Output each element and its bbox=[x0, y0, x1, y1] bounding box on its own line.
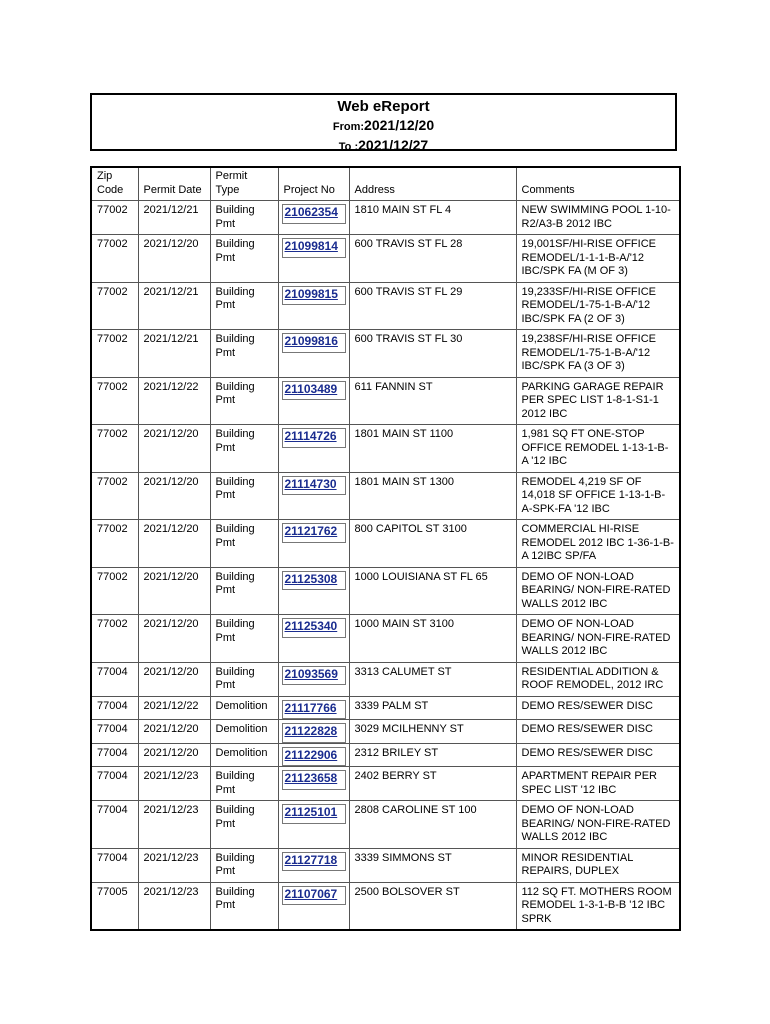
permit-date-cell: 2021/12/20 bbox=[138, 743, 210, 767]
comments-cell: RESIDENTIAL ADDITION & ROOF REMODEL, 2012 IRC bbox=[516, 662, 680, 696]
comments-cell: COMMERCIAL HI-RISE REMODEL 2012 IBC 1-36-1-B-A 12IBC SP/FA bbox=[516, 520, 680, 568]
permit-type-cell: Building Pmt bbox=[210, 801, 278, 849]
comments-cell: REMODEL 4,219 SF OF 14,018 SF OFFICE 1-13-1-B-A-SPK-FA '12 IBC bbox=[516, 472, 680, 520]
permit-date-cell: 2021/12/20 bbox=[138, 472, 210, 520]
project-link[interactable]: 21107067 bbox=[284, 886, 338, 901]
zip-code-cell: 77002 bbox=[91, 330, 138, 378]
table-header-row bbox=[91, 167, 680, 201]
address-cell: 3313 CALUMET ST bbox=[349, 662, 516, 696]
table-row bbox=[91, 377, 680, 425]
project-link-box bbox=[282, 238, 346, 258]
table-row bbox=[91, 425, 680, 473]
zip-code-cell: 77004 bbox=[91, 662, 138, 696]
address-cell: 2808 CAROLINE ST 100 bbox=[349, 801, 516, 849]
permit-date-cell: 2021/12/20 bbox=[138, 720, 210, 744]
zip-code-cell: 77002 bbox=[91, 425, 138, 473]
table-row bbox=[91, 696, 680, 720]
table-row bbox=[91, 848, 680, 882]
permit-type-cell: Building Pmt bbox=[210, 567, 278, 615]
report-header bbox=[90, 93, 677, 151]
project-link-box bbox=[282, 523, 346, 543]
project-link[interactable]: 21117766 bbox=[284, 700, 337, 715]
comments-cell: MINOR RESIDENTIAL REPAIRS, DUPLEX bbox=[516, 848, 680, 882]
address-cell: 3339 SIMMONS ST bbox=[349, 848, 516, 882]
project-no-cell bbox=[278, 472, 349, 520]
address-cell: 2312 BRILEY ST bbox=[349, 743, 516, 767]
project-no-cell bbox=[278, 520, 349, 568]
zip-code-cell: 77004 bbox=[91, 696, 138, 720]
project-link-box bbox=[282, 723, 346, 743]
project-link-box bbox=[282, 286, 346, 306]
project-link-box bbox=[282, 747, 346, 767]
project-no-cell bbox=[278, 882, 349, 930]
project-link[interactable]: 21123658 bbox=[284, 771, 338, 785]
comments-cell: DEMO RES/SEWER DISC bbox=[516, 696, 680, 720]
project-link[interactable]: 21099814 bbox=[284, 239, 338, 253]
permit-type-cell: Building Pmt bbox=[210, 662, 278, 696]
project-link[interactable]: 21114726 bbox=[284, 429, 337, 443]
project-link[interactable]: 21122906 bbox=[284, 747, 338, 762]
address-cell: 800 CAPITOL ST 3100 bbox=[349, 520, 516, 568]
project-no-cell bbox=[278, 235, 349, 283]
project-no-cell bbox=[278, 425, 349, 473]
project-link-box bbox=[282, 852, 346, 872]
permit-type-cell: Building Pmt bbox=[210, 425, 278, 473]
permit-date-cell: 2021/12/22 bbox=[138, 377, 210, 425]
permit-type-cell: Building Pmt bbox=[210, 615, 278, 663]
report-title: Web eReport bbox=[337, 98, 430, 115]
permit-type-cell: Building Pmt bbox=[210, 330, 278, 378]
permit-table bbox=[90, 166, 681, 931]
header-project-no: Project No bbox=[278, 167, 349, 201]
permit-date-cell: 2021/12/21 bbox=[138, 282, 210, 330]
permit-type-cell: Building Pmt bbox=[210, 472, 278, 520]
address-cell: 600 TRAVIS ST FL 28 bbox=[349, 235, 516, 283]
zip-code-cell: 77002 bbox=[91, 235, 138, 283]
permit-type-cell: Demolition bbox=[210, 696, 278, 720]
header-zip-code: Zip Code bbox=[91, 167, 138, 201]
comments-cell: PARKING GARAGE REPAIR PER SPEC LIST 1-8-1-S1-1 2012 IBC bbox=[516, 377, 680, 425]
project-link-box bbox=[282, 333, 346, 353]
permit-type-cell: Building Pmt bbox=[210, 377, 278, 425]
comments-cell: NEW SWIMMING POOL 1-10-R2/A3-B 2012 IBC bbox=[516, 201, 680, 235]
zip-code-cell: 77005 bbox=[91, 882, 138, 930]
project-link[interactable]: 21099816 bbox=[284, 334, 338, 348]
table-row bbox=[91, 567, 680, 615]
permit-type-cell: Building Pmt bbox=[210, 201, 278, 235]
project-no-cell bbox=[278, 662, 349, 696]
permit-type-cell: Building Pmt bbox=[210, 520, 278, 568]
permit-date-cell: 2021/12/20 bbox=[138, 425, 210, 473]
permit-date-cell: 2021/12/20 bbox=[138, 520, 210, 568]
project-link[interactable]: 21093569 bbox=[284, 666, 338, 681]
permit-date-cell: 2021/12/23 bbox=[138, 882, 210, 930]
zip-code-cell: 77004 bbox=[91, 848, 138, 882]
comments-cell: DEMO OF NON-LOAD BEARING/ NON-FIRE-RATED WALLS 2012 IBC bbox=[516, 801, 680, 849]
project-no-cell bbox=[278, 377, 349, 425]
permit-type-cell: Building Pmt bbox=[210, 235, 278, 283]
project-link-box bbox=[282, 381, 346, 401]
permit-date-cell: 2021/12/20 bbox=[138, 662, 210, 696]
project-link[interactable]: 21121762 bbox=[284, 524, 338, 538]
zip-code-cell: 77004 bbox=[91, 743, 138, 767]
permit-type-cell: Building Pmt bbox=[210, 282, 278, 330]
zip-code-cell: 77002 bbox=[91, 472, 138, 520]
to-date: 2021/12/27 bbox=[358, 137, 429, 153]
project-link[interactable]: 21062354 bbox=[284, 205, 338, 219]
from-line bbox=[92, 116, 675, 136]
project-link[interactable]: 21127718 bbox=[284, 852, 338, 867]
comments-cell: 19,238SF/HI-RISE OFFICE REMODEL/1-75-1-B-A/'12 IBC/SPK FA (3 OF 3) bbox=[516, 330, 680, 378]
project-link-box bbox=[282, 804, 346, 824]
project-no-cell bbox=[278, 567, 349, 615]
project-no-cell bbox=[278, 743, 349, 767]
zip-code-cell: 77002 bbox=[91, 567, 138, 615]
permit-type-cell: Building Pmt bbox=[210, 848, 278, 882]
zip-code-cell: 77002 bbox=[91, 615, 138, 663]
table-row bbox=[91, 330, 680, 378]
address-cell: 1000 LOUISIANA ST FL 65 bbox=[349, 567, 516, 615]
header-permit-date: Permit Date bbox=[138, 167, 210, 201]
project-link[interactable]: 21125340 bbox=[284, 619, 338, 633]
to-label: To : bbox=[338, 141, 359, 153]
from-date: 2021/12/20 bbox=[364, 117, 435, 133]
project-link-box bbox=[282, 770, 346, 790]
table-row bbox=[91, 235, 680, 283]
from-label: From: bbox=[332, 121, 365, 133]
address-cell: 2402 BERRY ST bbox=[349, 767, 516, 801]
comments-cell: DEMO RES/SEWER DISC bbox=[516, 720, 680, 744]
permit-type-cell: Demolition bbox=[210, 720, 278, 744]
permit-date-cell: 2021/12/23 bbox=[138, 801, 210, 849]
table-row bbox=[91, 201, 680, 235]
table-row bbox=[91, 882, 680, 930]
zip-code-cell: 77004 bbox=[91, 720, 138, 744]
table-row bbox=[91, 720, 680, 744]
address-cell: 600 TRAVIS ST FL 30 bbox=[349, 330, 516, 378]
address-cell: 3029 MCILHENNY ST bbox=[349, 720, 516, 744]
project-link[interactable]: 21114730 bbox=[284, 476, 337, 491]
project-link[interactable]: 21103489 bbox=[284, 381, 338, 396]
project-no-cell bbox=[278, 615, 349, 663]
to-line bbox=[92, 136, 675, 156]
zip-code-cell: 77002 bbox=[91, 377, 138, 425]
project-no-cell bbox=[278, 282, 349, 330]
project-no-cell bbox=[278, 330, 349, 378]
comments-cell: 112 SQ FT. MOTHERS ROOM REMODEL 1-3-1-B-B '12 IBC SPRK bbox=[516, 882, 680, 930]
table-row bbox=[91, 472, 680, 520]
comments-cell: DEMO RES/SEWER DISC bbox=[516, 743, 680, 767]
comments-cell: 1,981 SQ FT ONE-STOP OFFICE REMODEL 1-13-1-B-A '12 IBC bbox=[516, 425, 680, 473]
header-permit-type: Permit Type bbox=[210, 167, 278, 201]
address-cell: 3339 PALM ST bbox=[349, 696, 516, 720]
permit-date-cell: 2021/12/21 bbox=[138, 330, 210, 378]
address-cell: 1000 MAIN ST 3100 bbox=[349, 615, 516, 663]
permit-date-cell: 2021/12/21 bbox=[138, 201, 210, 235]
address-cell: 1801 MAIN ST 1100 bbox=[349, 425, 516, 473]
table-row bbox=[91, 767, 680, 801]
table-row bbox=[91, 662, 680, 696]
address-cell: 1801 MAIN ST 1300 bbox=[349, 472, 516, 520]
address-cell: 611 FANNIN ST bbox=[349, 377, 516, 425]
permit-type-cell: Demolition bbox=[210, 743, 278, 767]
header-address: Address bbox=[349, 167, 516, 201]
zip-code-cell: 77002 bbox=[91, 520, 138, 568]
permit-date-cell: 2021/12/23 bbox=[138, 767, 210, 801]
zip-code-cell: 77002 bbox=[91, 201, 138, 235]
comments-cell: 19,233SF/HI-RISE OFFICE REMODEL/1-75-1-B-A/'12 IBC/SPK FA (2 OF 3) bbox=[516, 282, 680, 330]
table-row bbox=[91, 801, 680, 849]
permit-type-cell: Building Pmt bbox=[210, 882, 278, 930]
project-no-cell bbox=[278, 696, 349, 720]
permit-date-cell: 2021/12/20 bbox=[138, 235, 210, 283]
project-link-box bbox=[282, 571, 346, 591]
zip-code-cell: 77004 bbox=[91, 801, 138, 849]
table-row bbox=[91, 743, 680, 767]
project-no-cell bbox=[278, 720, 349, 744]
permit-date-cell: 2021/12/23 bbox=[138, 848, 210, 882]
address-cell: 1810 MAIN ST FL 4 bbox=[349, 201, 516, 235]
project-link[interactable]: 21125101 bbox=[284, 805, 338, 819]
project-link-box bbox=[282, 204, 346, 224]
table-row bbox=[91, 520, 680, 568]
project-link-box bbox=[282, 666, 346, 686]
project-link-box bbox=[282, 428, 346, 448]
project-link-box bbox=[282, 476, 346, 496]
zip-code-cell: 77002 bbox=[91, 282, 138, 330]
project-no-cell bbox=[278, 767, 349, 801]
project-link[interactable]: 21125308 bbox=[284, 571, 338, 586]
table-body bbox=[91, 201, 680, 931]
permit-date-cell: 2021/12/20 bbox=[138, 615, 210, 663]
project-no-cell bbox=[278, 848, 349, 882]
table-row bbox=[91, 615, 680, 663]
project-no-cell bbox=[278, 201, 349, 235]
address-cell: 2500 BOLSOVER ST bbox=[349, 882, 516, 930]
table-row bbox=[91, 282, 680, 330]
zip-code-cell: 77004 bbox=[91, 767, 138, 801]
project-link[interactable]: 21099815 bbox=[284, 286, 338, 301]
comments-cell: DEMO OF NON-LOAD BEARING/ NON-FIRE-RATED WALLS 2012 IBC bbox=[516, 615, 680, 663]
project-link-box bbox=[282, 886, 346, 906]
permit-type-cell: Building Pmt bbox=[210, 767, 278, 801]
comments-cell: 19,001SF/HI-RISE OFFICE REMODEL/1-1-1-B-A/'12 IBC/SPK FA (M OF 3) bbox=[516, 235, 680, 283]
comments-cell: DEMO OF NON-LOAD BEARING/ NON-FIRE-RATED WALLS 2012 IBC bbox=[516, 567, 680, 615]
permit-date-cell: 2021/12/22 bbox=[138, 696, 210, 720]
project-link-box bbox=[282, 618, 346, 638]
project-link[interactable]: 21122828 bbox=[284, 724, 338, 738]
header-comments: Comments bbox=[516, 167, 680, 201]
project-link-box bbox=[282, 700, 346, 720]
project-no-cell bbox=[278, 801, 349, 849]
permit-date-cell: 2021/12/20 bbox=[138, 567, 210, 615]
comments-cell: APARTMENT REPAIR PER SPEC LIST '12 IBC bbox=[516, 767, 680, 801]
address-cell: 600 TRAVIS ST FL 29 bbox=[349, 282, 516, 330]
